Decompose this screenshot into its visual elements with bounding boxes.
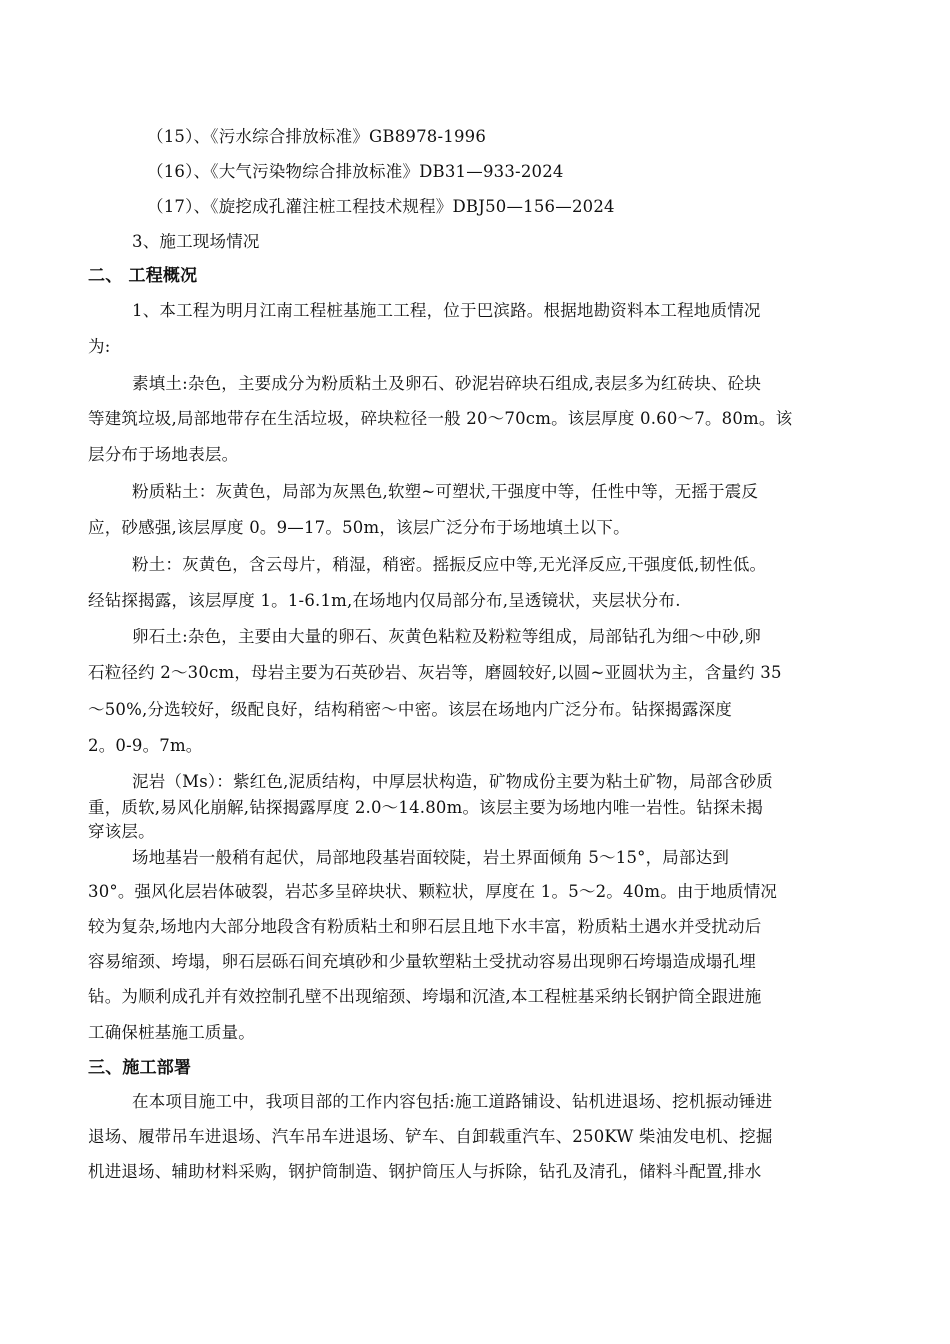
paragraph-line: 卵石土:杂色，主要由大量的卵石、灰黄色粘粒及粉粒等组成，局部钻孔为细～中砂,卵 — [132, 627, 762, 646]
section-heading-project-overview: 二、 工程概况 — [88, 266, 198, 286]
paragraph-line: 1、本工程为明月江南工程桩基施工工程，位于巴滨路。根据地勘资料本工程地质情况 — [132, 301, 761, 320]
section-heading-construction-deployment: 三、施工部署 — [88, 1058, 192, 1078]
paragraph-line: 机进退场、辅助材料采购，钢护筒制造、钢护筒压人与拆除，钻孔及清孔，储料斗配置,排水 — [88, 1162, 762, 1181]
standard-item-17: （17）、《旋挖成孔灌注桩工程技术规程》DBJ50—156—2024 — [147, 197, 615, 216]
paragraph-line: 2。0-9。7m。 — [88, 736, 203, 755]
paragraph-line: 退场、履带吊车进退场、汽车吊车进退场、铲车、自卸载重汽车、250KW 柴油发电机、挖掘 — [88, 1127, 773, 1146]
paragraph-line: 场地基岩一般稍有起伏，局部地段基岩面较陡，岩土界面倾角 5～15°，局部达到 — [132, 848, 730, 867]
paragraph-line: 素填土:杂色，主要成分为粉质粘土及卵石、砂泥岩碎块石组成,表层多为红砖块、砼块 — [132, 374, 762, 393]
subsection-site-conditions: 3、施工现场情况 — [132, 232, 260, 251]
paragraph-line: 重，质软,易风化崩解,钻探揭露厚度 2.0～14.80m。该层主要为场地内唯一岩性。钻探未揭 — [88, 798, 764, 817]
paragraph-line: 30°。强风化层岩体破裂，岩芯多呈碎块状、颗粒状，厚度在 1。5～2。40m。由于地质情况 — [88, 882, 778, 901]
paragraph-line: 较为复杂,场地内大部分地段含有粉质粘土和卵石层且地下水丰富，粉质粘土遇水并受扰动后 — [88, 917, 762, 936]
paragraph-line: 在本项目施工中，我项目部的工作内容包括:施工道路铺设、钻机进退场、挖机振动锤进 — [132, 1092, 773, 1111]
paragraph-line: 泥岩（Ms）：紫红色,泥质结构，中厚层状构造，矿物成份主要为粘土矿物，局部含砂质 — [132, 772, 773, 791]
paragraph-line: 工确保桩基施工质量。 — [88, 1023, 255, 1042]
paragraph-line: 粉土：灰黄色，含云母片，稍湿，稍密。摇振反应中等,无光泽反应,干强度低,韧性低。 — [132, 555, 767, 574]
paragraph-line: 穿该层。 — [88, 822, 155, 841]
standard-item-16: （16）、《大气污染物综合排放标准》DB31—933-2024 — [147, 162, 564, 181]
paragraph-line: 粉质粘土：灰黄色，局部为灰黑色,软塑~可塑状,干强度中等，任性中等，无摇于震反 — [132, 482, 759, 501]
paragraph-line: 层分布于场地表层。 — [88, 445, 239, 464]
paragraph-line: 应，砂感强,该层厚度 0。9—17。50m，该层广泛分布于场地填土以下。 — [88, 518, 630, 537]
paragraph-line: 石粒径约 2～30cm，母岩主要为石英砂岩、灰岩等，磨圆较好,以圆~亚圆状为主，含量约 35 — [88, 663, 782, 682]
paragraph-line: 为: — [88, 337, 111, 356]
paragraph-line: 经钻探揭露，该层厚度 1。1-6.1m,在场地内仅局部分布,呈透镜状，夹层状分布. — [88, 591, 681, 610]
paragraph-line: ～50%,分选较好，级配良好，结构稍密～中密。该层在场地内广泛分布。钻探揭露深度 — [88, 700, 732, 719]
paragraph-line: 等建筑垃圾,局部地带存在生活垃圾，碎块粒径一般 20～70cm。该层厚度 0.60～7。80m。该 — [88, 409, 793, 428]
paragraph-line: 容易缩颈、垮塌，卵石层砾石间充填砂和少量软塑粘土受扰动容易出现卵石垮塌造成塌孔埋 — [88, 952, 756, 971]
standard-item-15: （15）、《污水综合排放标准》GB8978-1996 — [147, 127, 487, 146]
paragraph-line: 钻。为顺利成孔并有效控制孔壁不出现缩颈、垮塌和沉渣,本工程桩基采纳长钢护筒全跟进施 — [88, 987, 762, 1006]
